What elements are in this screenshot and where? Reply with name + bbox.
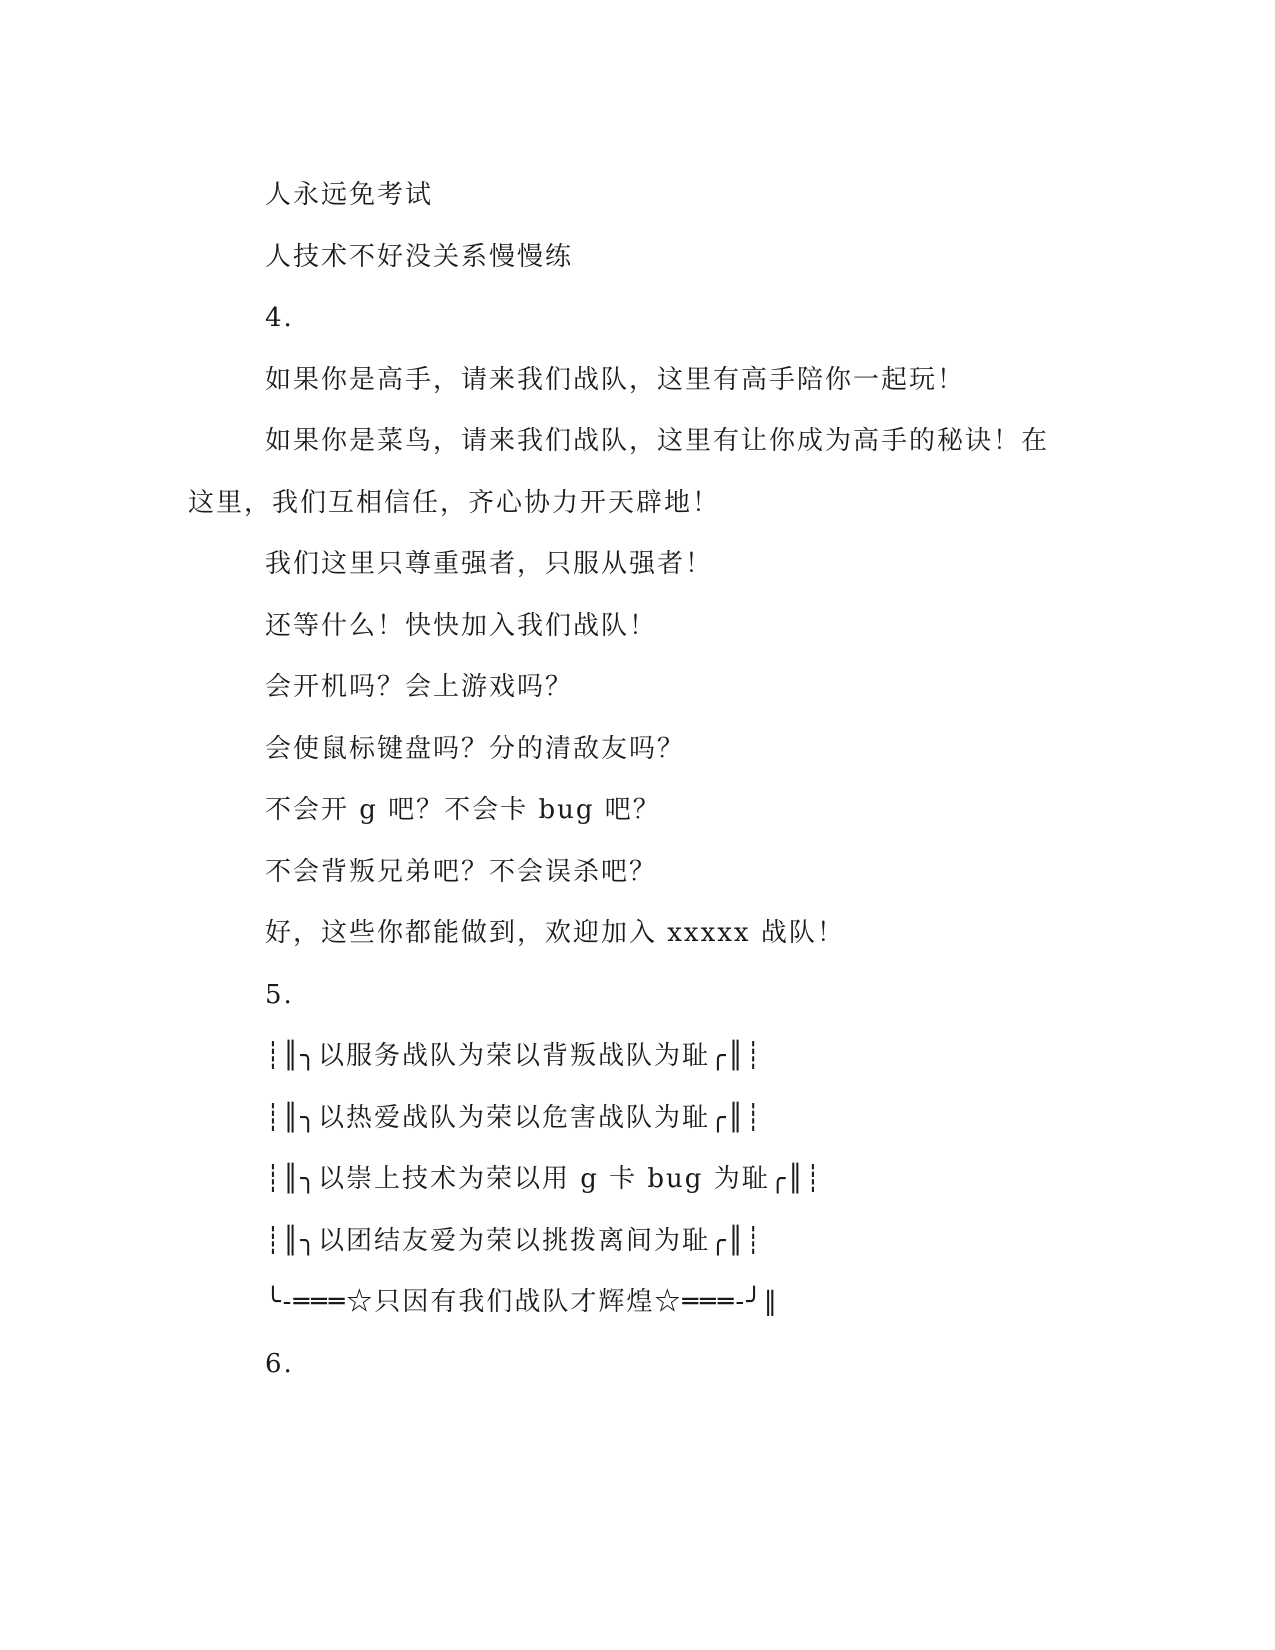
text-line: 好，这些你都能做到，欢迎加入 xxxxx 战队！ [265, 918, 845, 948]
motto-line: ┊║╮以热爱战队为荣以危害战队为耻╭║┊ [265, 1102, 763, 1133]
section-number: 6. [265, 1348, 294, 1379]
motto-footer-line: ╰-═══☆只因有我们战队才辉煌☆═══-╯‖ [265, 1287, 779, 1317]
section-number: 4. [265, 303, 294, 333]
motto-line: ┊║╮以崇上技术为荣以用 g 卡 bug 为耻╭║┊ [265, 1164, 823, 1194]
text-line: 人技术不好没关系慢慢练 [265, 241, 574, 272]
text-line: 人永远免考试 [265, 180, 434, 210]
text-line: 不会开 g 吧？不会卡 bug 吧？ [265, 795, 661, 825]
text-line: 如果你是菜鸟，请来我们战队，这里有让你成为高手的秘诀！在 [265, 426, 1050, 456]
motto-line: ┊║╮以团结友爱为荣以挑拨离间为耻╭║┊ [265, 1225, 763, 1256]
text-line-continuation: 这里，我们互相信任，齐心协力开天辟地！ [188, 487, 721, 518]
text-line: 会开机吗？会上游戏吗？ [265, 672, 574, 702]
motto-line: ┊║╮以服务战队为荣以背叛战队为耻╭║┊ [265, 1041, 763, 1071]
text-line: 如果你是高手，请来我们战队，这里有高手陪你一起玩！ [265, 364, 966, 395]
text-line: 我们这里只尊重强者，只服从强者！ [265, 549, 714, 579]
text-line: 还等什么！快快加入我们战队！ [265, 610, 658, 641]
section-number: 5. [265, 979, 294, 1010]
document-body [188, 165, 1088, 1395]
text-line: 会使鼠标键盘吗？分的清敌友吗？ [265, 733, 686, 764]
text-line: 不会背叛兄弟吧？不会误杀吧？ [265, 856, 658, 887]
